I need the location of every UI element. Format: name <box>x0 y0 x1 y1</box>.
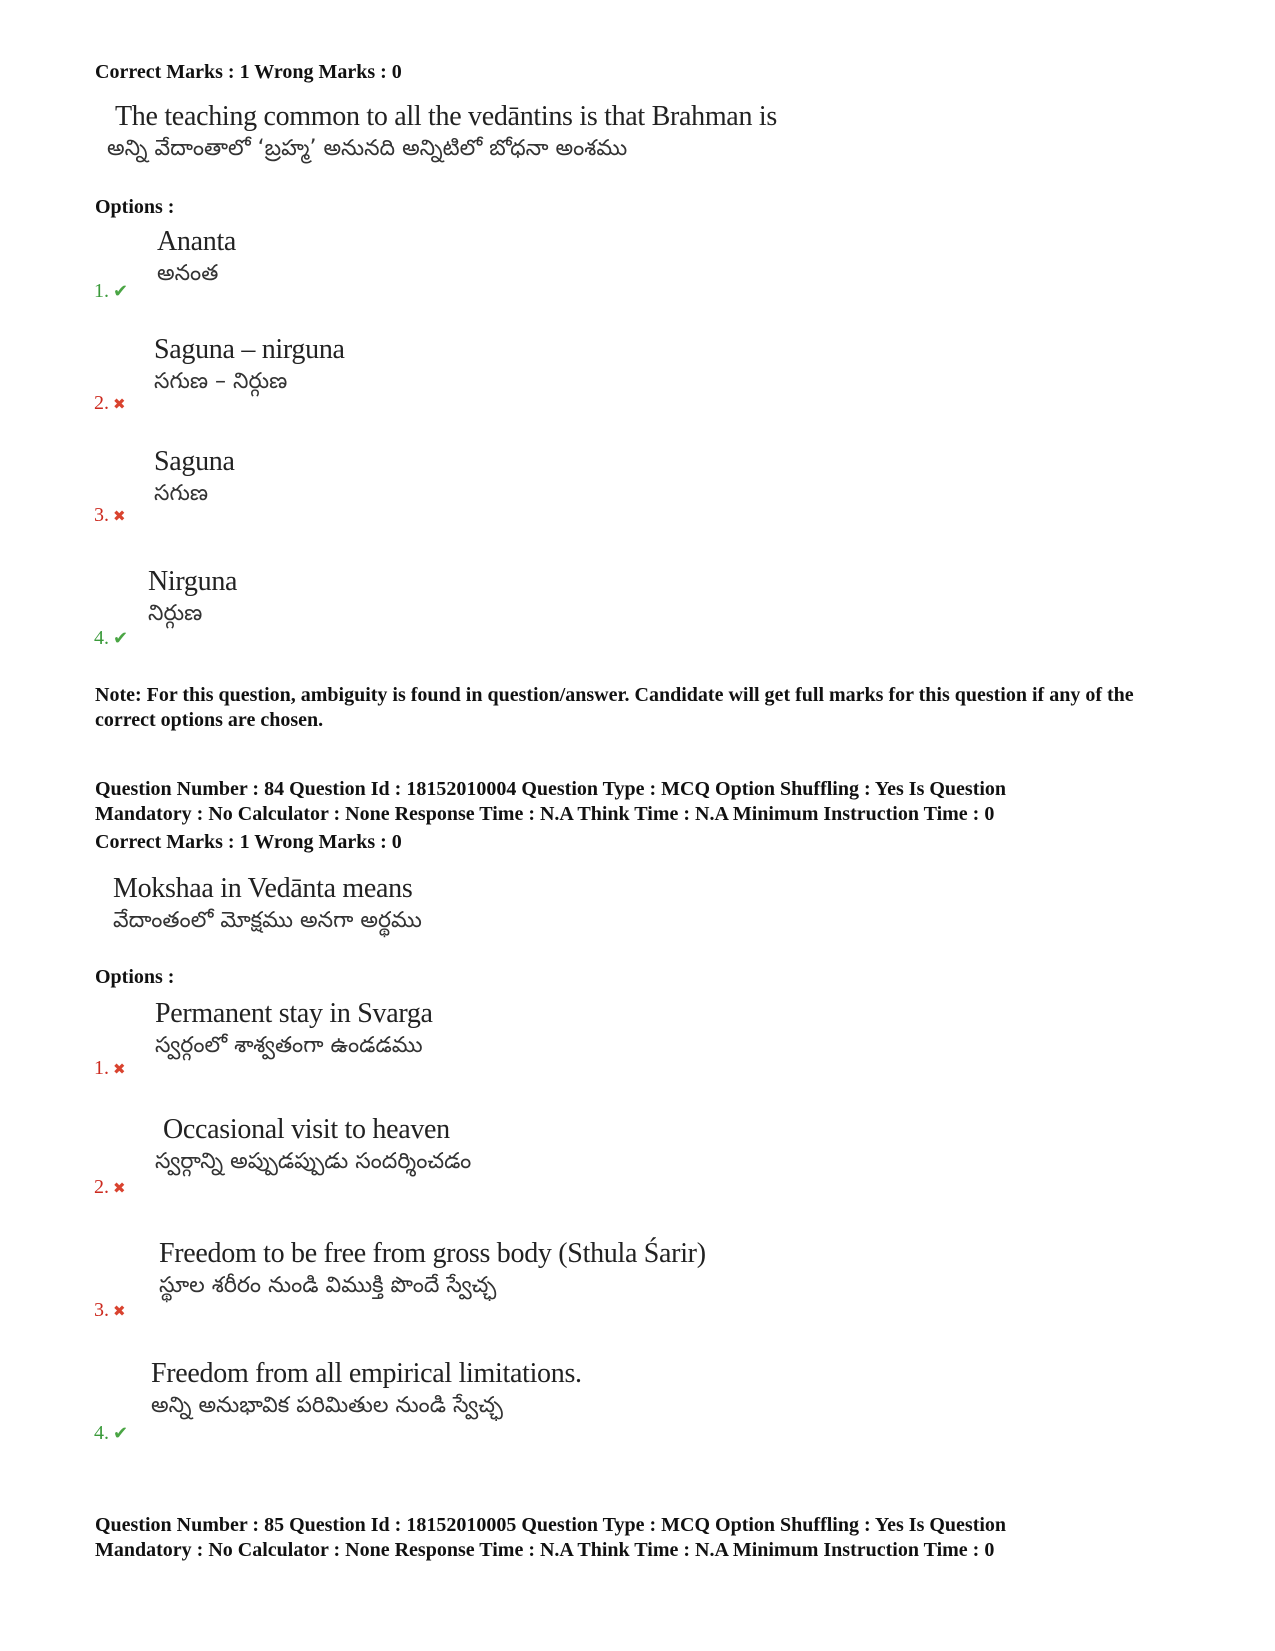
option-number: 2. <box>94 392 109 414</box>
question-text <box>107 100 777 164</box>
option-3-en: Freedom to be free from gross body (Sthula Śarir) <box>159 1238 706 1269</box>
cross-icon: ✖ <box>113 1304 126 1320</box>
option-4-marker <box>94 1422 128 1444</box>
option-1-marker <box>94 280 128 302</box>
options-label: Options : <box>95 196 175 218</box>
option-2-marker <box>94 392 126 416</box>
option-2-en: Saguna – nirguna <box>154 334 345 365</box>
option-1-marker <box>94 1057 126 1081</box>
option-4-en: Nirguna <box>148 566 238 597</box>
option-3-en: Saguna <box>154 446 235 477</box>
ambiguity-note: Note: For this question, ambiguity is found in question/answer. Candidate will get full marks for this question if any of the correct options are chosen. <box>95 684 1134 731</box>
option-4-te: నిర్గుణ <box>148 601 203 626</box>
option-3-te: సగుణ <box>154 481 209 506</box>
option-4-text <box>151 1357 582 1421</box>
option-4-te: అన్ని అనుభావిక పరిమితుల నుండి స్వేచ్ఛ <box>151 1393 503 1418</box>
option-1-text <box>155 997 433 1061</box>
option-3-marker <box>94 504 126 528</box>
question-meta-line-2: Mandatory : No Calculator : None Response Time : N.A Think Time : N.A Minimum Instruction Time : 0 <box>95 803 995 825</box>
cross-icon: ✖ <box>113 397 126 413</box>
option-2-text <box>154 333 345 397</box>
question-meta-line-2: Mandatory : No Calculator : None Response Time : N.A Think Time : N.A Minimum Instruction Time : 0 <box>95 1539 995 1561</box>
option-number: 4. <box>94 1422 109 1444</box>
question-text <box>113 872 422 936</box>
option-number: 3. <box>94 504 109 526</box>
check-icon: ✔ <box>113 628 129 648</box>
option-number: 1. <box>94 280 109 302</box>
option-4-text <box>148 565 237 629</box>
option-1-en: Permanent stay in Svarga <box>155 998 433 1029</box>
question-en: The teaching common to all the vedāntins is that Brahman is <box>115 101 777 132</box>
cross-icon: ✖ <box>113 1062 126 1078</box>
option-number: 4. <box>94 627 109 649</box>
option-2-marker <box>94 1176 126 1200</box>
option-1-te: అనంత <box>157 261 219 286</box>
option-2-te: స్వర్గాన్ని అప్పుడప్పుడు సందర్శించడం <box>155 1149 472 1174</box>
option-number: 3. <box>94 1299 109 1321</box>
question-meta-line-1: Question Number : 84 Question Id : 18152010004 Question Type : MCQ Option Shuffling : Yes Is Question <box>95 778 1007 800</box>
option-3-text <box>154 445 235 509</box>
option-number: 1. <box>94 1057 109 1079</box>
options-label: Options : <box>95 966 175 988</box>
option-2-text <box>155 1113 472 1177</box>
option-1-te: స్వర్గంలో శాశ్వతంగా ఉండడము <box>155 1033 423 1058</box>
option-2-te: సగుణ – నిర్గుణ <box>154 369 288 394</box>
option-number: 2. <box>94 1176 109 1198</box>
check-icon: ✔ <box>113 1423 129 1443</box>
check-icon: ✔ <box>113 281 129 301</box>
option-1-en: Ananta <box>157 226 237 257</box>
question-te: వేదాంతంలో మోక్షము అనగా అర్థము <box>113 908 422 933</box>
option-2-en: Occasional visit to heaven <box>163 1114 450 1145</box>
question-en: Mokshaa in Vedānta means <box>113 873 413 904</box>
question-te: అన్ని వేదాంతాలో ‘బ్రహ్మ’ అనునది అన్నిటిలో బోధనా అంశము <box>107 136 628 161</box>
marks-line: Correct Marks : 1 Wrong Marks : 0 <box>95 831 402 853</box>
cross-icon: ✖ <box>113 509 126 525</box>
option-1-text <box>157 225 236 289</box>
option-3-text <box>159 1237 706 1301</box>
option-4-marker <box>94 627 128 649</box>
option-3-marker <box>94 1299 126 1323</box>
option-3-te: స్థూల శరీరం నుండి విముక్తి పొందే స్వేచ్ఛ <box>159 1273 497 1298</box>
question-meta-line-1: Question Number : 85 Question Id : 18152010005 Question Type : MCQ Option Shuffling : Yes Is Question <box>95 1514 1007 1536</box>
option-4-en: Freedom from all empirical limitations. <box>151 1358 582 1389</box>
marks-line: Correct Marks : 1 Wrong Marks : 0 <box>95 61 402 83</box>
cross-icon: ✖ <box>113 1181 126 1197</box>
